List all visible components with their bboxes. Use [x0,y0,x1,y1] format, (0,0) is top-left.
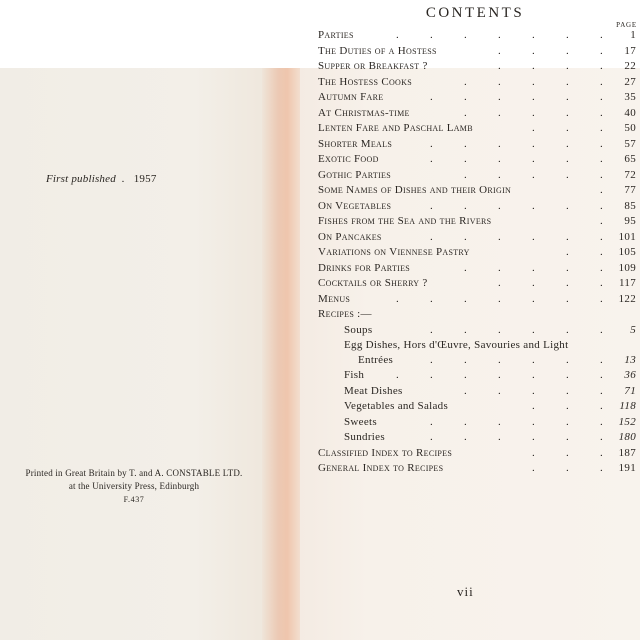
toc-entry-page: 65 [624,153,636,165]
toc-entry-page: 117 [619,277,636,289]
left-page [0,68,278,640]
toc-entry-label: Cocktails or Sherry ? [318,277,428,289]
toc-entry-label: Classified Index to Recipes [318,446,453,459]
leader-dots: . . . . . . [430,91,604,103]
toc-entry [318,59,636,75]
leader-dots: . . . . . . [430,137,604,150]
printer-line-1: Printed in Great Britain by T. and A. CONSTABLE LTD. [25,468,243,478]
toc-entry [318,261,636,277]
toc-entry [318,276,636,292]
toc-entry-page: 95 [624,215,636,227]
toc-entry-page: 187 [618,446,636,459]
toc-entry [318,152,636,168]
toc-entry-page: 50 [624,122,636,134]
leader-dots: . . . [532,462,604,474]
first-published-year: 1957 [133,173,157,185]
toc-entry-label-line: Egg Dishes, Hors d'Œuvre, Savouries and Light [344,339,569,351]
toc-entry [318,384,636,400]
page-number: vii [457,584,474,599]
toc-entry-label: Sundries [344,431,385,443]
leader-dots: . . . [532,400,604,412]
page-column-label: PAGE [616,21,637,29]
leader-dots: . [600,215,604,227]
toc-entry-label: Drinks for Parties [318,261,411,274]
toc-entry-label: Variations on Viennese Pastry [318,246,470,258]
toc-entry [318,183,636,199]
toc-entry-label: Menus [318,292,351,305]
toc-entry-label: Shorter Meals [318,137,393,150]
toc-entry-label: The Hostess Cooks [318,75,412,88]
toc-entry [318,292,636,308]
toc-entry [318,307,636,323]
toc-entry-label [344,338,604,368]
leader-dots: . . . . . . [430,415,604,428]
toc-entry [318,44,636,60]
toc-entry-page: 72 [624,168,636,181]
toc-entry [318,106,636,122]
leader-dots: . . . . [498,277,604,289]
toc-entry-label: The Duties of a Hostess [318,44,437,57]
toc-entry [318,399,636,415]
toc-entry-label: At Christmas-time [318,106,410,119]
toc-entry [318,461,636,477]
toc-entry-label: Meat Dishes [344,384,403,397]
toc-entry [318,230,636,246]
toc-entry-page: 36 [624,369,636,381]
toc-entry-label: Autumn Fare [318,91,384,103]
leader-dots: . . [566,246,604,258]
toc-entry-label: Fishes from the Sea and the Rivers [318,215,492,227]
toc-entry-label: Parties [318,29,354,41]
toc-entry-page: 101 [618,230,636,243]
toc-entry-label: Supper or Breakfast ? [318,60,428,72]
leader-dots: . . . . . . . [396,29,604,41]
toc-entry-page: 180 [618,431,636,443]
leader-dots: . . . . . [464,261,604,274]
printer-imprint [0,467,268,506]
printer-line-2: at the University Press, Edinburgh [68,481,200,491]
toc-entry-page: 152 [618,415,636,428]
leader-dots: . . . . . [464,168,604,181]
toc-entry [318,168,636,184]
toc-entry-label: Recipes :— [318,308,372,320]
leader-dots: . . . . . . . [396,292,604,305]
toc-entry-page: 85 [624,199,636,212]
first-published-separator: . [118,173,125,185]
leader-dots: . . . . . . [430,230,604,243]
leader-dots: . . . . . . [430,323,604,336]
toc-entry-page: 57 [624,137,636,150]
toc-entry [318,368,636,384]
toc-entry [318,75,636,91]
toc-entry [318,214,636,230]
first-published-line [46,173,157,185]
toc-entry-label: On Pancakes [318,230,382,243]
toc-entry [318,323,636,339]
toc-entry-page: 118 [619,400,636,412]
leader-dots: . . . [532,122,604,134]
leader-dots: . . . . . . [430,199,604,212]
leader-dots: . . . . . [464,75,604,88]
print-code: F.437 [123,495,145,504]
toc-entry-label: Lenten Fare and Paschal Lamb [318,122,473,134]
toc-entry [318,245,636,261]
toc-entry [318,415,636,431]
toc-entry [318,199,636,215]
leader-dots: . . . . . [464,384,604,397]
leader-dots: . . . [532,446,604,459]
toc-entry-page: 27 [624,75,636,88]
toc-entry-page: 40 [624,106,636,119]
first-published-label: First published [46,173,116,185]
toc-entry-label: Sweets [344,415,377,428]
toc-entry [318,28,636,44]
leader-dots: . . . . . . [430,354,604,366]
toc-entry-page: 17 [624,44,636,57]
toc-entry-label: Soups [344,323,373,336]
toc-entry-label: Vegetables and Salads [344,400,449,412]
toc-entry [318,446,636,462]
toc-entry-label-continuation: Entrées [358,354,394,366]
toc-entry [318,137,636,153]
toc-entry-page: 71 [624,384,636,397]
toc-entry-page: 5 [630,323,636,336]
toc-entry-page: 122 [618,292,636,305]
toc-entry [318,90,636,106]
toc-entry-label: Gothic Parties [318,168,391,181]
toc-entry-page: 22 [624,60,636,72]
leader-dots: . . . . . . [430,431,604,443]
toc-entry-page: 109 [618,261,636,274]
leader-dots: . . . . . [464,106,604,119]
leader-dots: . [600,184,604,196]
toc-entry [318,121,636,137]
contents-title: CONTENTS [425,5,525,21]
leader-dots: . . . . . . [430,153,604,165]
leader-dots: . . . . [498,44,604,57]
table-of-contents [318,28,636,477]
toc-entry-page: 191 [618,462,636,474]
leader-dots: . . . . [498,60,604,72]
toc-entry-label: On Vegetables [318,199,392,212]
toc-entry [318,338,636,368]
toc-entry-page: 105 [618,246,636,258]
toc-entry-label: Some Names of Dishes and their Origin [318,184,512,196]
toc-entry-page: 35 [624,91,636,103]
toc-entry [318,430,636,446]
toc-entry-label: Fish [344,369,365,381]
leader-dots: . . . . . . . [396,369,604,381]
toc-entry-page: 13 [624,354,636,366]
toc-entry-label: Exotic Food [318,153,379,165]
toc-entry-label: General Index to Recipes [318,462,444,474]
toc-entry-page: 77 [624,184,636,196]
toc-entry-page: 1 [630,29,636,41]
